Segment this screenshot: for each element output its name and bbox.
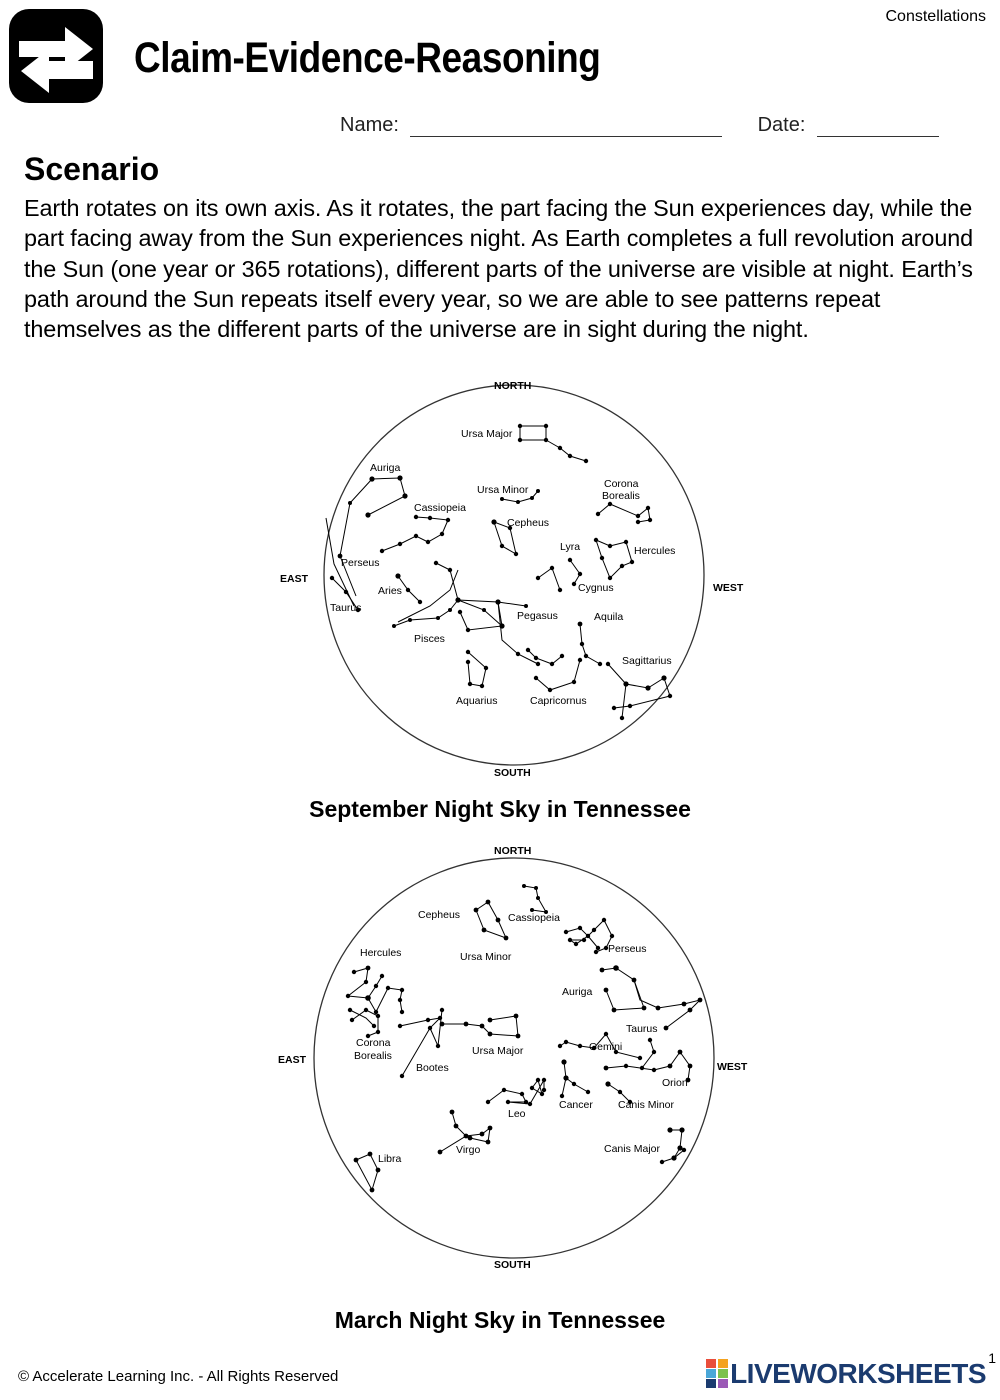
label-leo: Leo: [508, 1108, 526, 1120]
south-label: SOUTH: [494, 1259, 531, 1271]
label-sagittarius: Sagittarius: [622, 655, 672, 667]
liveworksheets-logo-icon: [706, 1359, 730, 1389]
label-corona-borealis-2: Borealis: [602, 490, 640, 502]
label-auriga: Auriga: [562, 986, 593, 998]
september-caption: September Night Sky in Tennessee: [309, 796, 691, 822]
label-ursa-major: Ursa Major: [472, 1045, 524, 1057]
label-virgo: Virgo: [456, 1144, 481, 1156]
west-label: WEST: [713, 582, 744, 594]
label-cygnus: Cygnus: [578, 582, 614, 594]
label-ursa-minor: Ursa Minor: [477, 484, 529, 496]
north-label: NORTH: [494, 845, 532, 857]
page-number: 1: [988, 1350, 996, 1366]
label-taurus: Taurus: [626, 1023, 658, 1035]
name-label: Name:: [340, 114, 399, 136]
september-sky-map: [270, 378, 750, 780]
label-hercules: Hercules: [360, 947, 402, 959]
name-date-row: [340, 114, 939, 137]
label-corona-borealis-1: Corona: [604, 478, 639, 490]
label-auriga: Auriga: [370, 462, 401, 474]
label-cassiopeia: Cassiopeia: [508, 912, 560, 924]
label-pegasus: Pegasus: [517, 610, 558, 622]
label-aquila: Aquila: [594, 611, 624, 623]
east-label: EAST: [278, 1054, 307, 1066]
march-sky-map: [270, 840, 750, 1272]
label-corona-borealis-1: Corona: [356, 1037, 391, 1049]
label-aquarius: Aquarius: [456, 695, 498, 707]
label-bootes: Bootes: [416, 1062, 449, 1074]
name-field[interactable]: [410, 118, 722, 137]
label-capricornus: Capricornus: [530, 695, 587, 707]
label-ursa-minor: Ursa Minor: [460, 951, 512, 963]
date-field[interactable]: [817, 118, 939, 137]
copyright: © Accelerate Learning Inc. - All Rights Reserved: [18, 1368, 339, 1385]
label-ursa-major: Ursa Major: [461, 428, 513, 440]
label-canis-major: Canis Major: [604, 1143, 661, 1155]
label-cancer: Cancer: [559, 1099, 593, 1111]
scenario-text: Earth rotates on its own axis. As it rotates, the part facing the Sun experiences day, while the part facing away from the Sun experiences night. As Earth completes a full revolution around the Sun (one year or 365 rotations), different parts of the universe are visible at night. Earth’s path around the Sun repeats itself every year, so we are able to see patterns repeat themselves as the different parts of the universe are in sight during the night.: [24, 195, 974, 343]
west-label: WEST: [717, 1061, 748, 1073]
brand-text: LIVEWORKSHEETS: [730, 1358, 986, 1389]
label-lyra: Lyra: [560, 541, 581, 553]
label-orion: Orion: [662, 1077, 688, 1089]
label-cepheus: Cepheus: [418, 909, 461, 921]
scenario-heading: Scenario: [24, 151, 160, 187]
label-perseus: Perseus: [608, 943, 647, 955]
topic-label: Constellations: [885, 8, 986, 25]
label-cassiopeia: Cassiopeia: [414, 502, 466, 514]
page-title: Claim-Evidence-Reasoning: [134, 34, 601, 82]
label-canis-minor: Canis Minor: [618, 1099, 675, 1111]
swap-arrows-icon: [9, 9, 103, 103]
liveworksheets-brand[interactable]: [706, 1358, 986, 1390]
label-corona-borealis-2: Borealis: [354, 1050, 392, 1062]
label-libra: Libra: [378, 1153, 402, 1165]
label-gemini: Gemini: [589, 1041, 623, 1053]
label-aries: Aries: [378, 585, 402, 597]
north-label: NORTH: [494, 380, 532, 392]
label-pisces: Pisces: [414, 633, 445, 645]
label-hercules: Hercules: [634, 545, 676, 557]
march-caption: March Night Sky in Tennessee: [334, 1307, 666, 1333]
south-label: SOUTH: [494, 767, 531, 779]
label-taurus: Taurus: [330, 602, 362, 614]
label-cepheus: Cepheus: [507, 517, 550, 529]
date-label: Date:: [757, 114, 806, 136]
label-perseus: Perseus: [341, 557, 380, 569]
east-label: EAST: [280, 573, 309, 585]
